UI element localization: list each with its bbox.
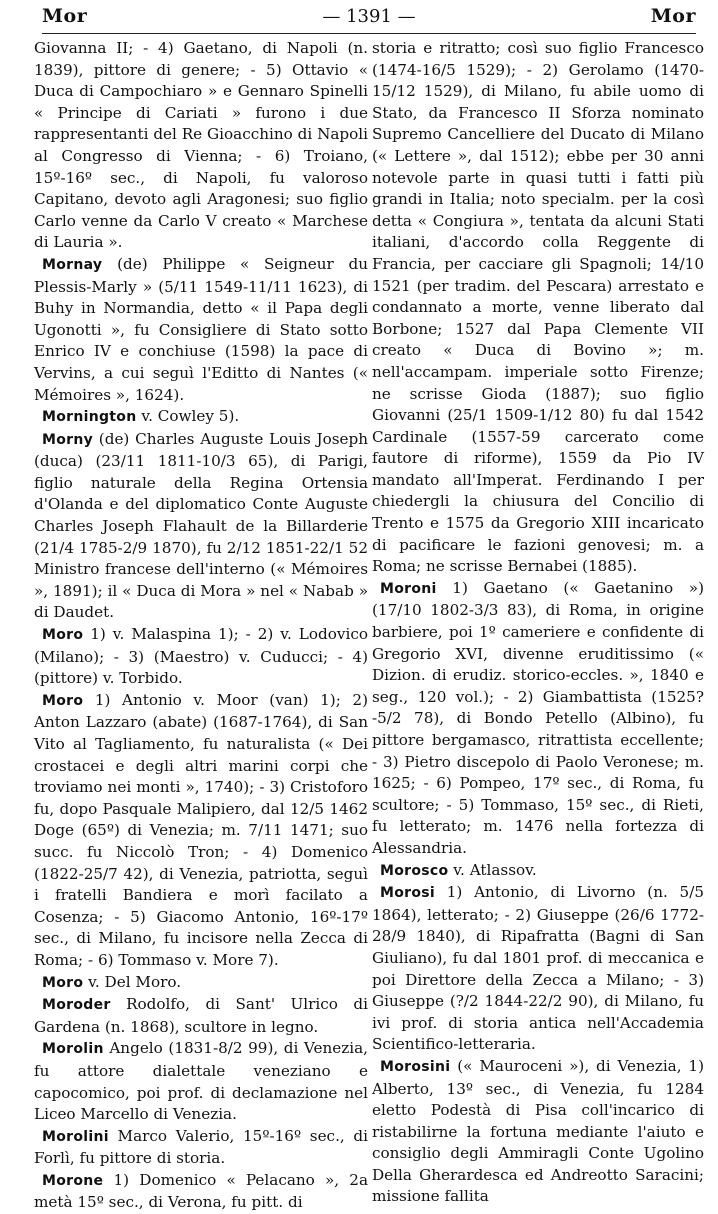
columns (14, 38, 704, 1214)
dictionary-entry (34, 406, 368, 429)
entry-text: 1) Domenico « Pelacano », 2a metà 15º sec., di Verona, fu pitt. di (34, 1170, 368, 1212)
entry-headword: Morone (42, 1172, 104, 1189)
dictionary-entry (372, 578, 704, 860)
dictionary-entry (34, 254, 368, 406)
dictionary-entry (372, 38, 704, 578)
entry-text: v. Atlassov. (453, 860, 537, 879)
entry-text: (de) Philippe « Seigneur du Plessis-Marly » (5/11 1549-11/11 1623), di Buhy in Normandia, detto « il Papa degli Ugonotti », fu Consigliere di Stato sotto Enrico IV e conchiuse (1598) la pace di Vervins, a cui seguì l'Editto di Nantes (« Mémoires », 1624). (34, 254, 368, 404)
page-number: — 1391 — (322, 6, 416, 27)
entry-text: 1) Gaetano (« Gaetanino ») (17/10 1802-3/3 83), di Roma, in origine barbiere, poi 1º cameriere e confidente di Gregorio XVI, divenne eruditissimo (« Dizion. di erudiz. storico-eccles. », 1840 e seg., 120 vol.); - 2) Giambattista (1525?-5/2 78), di Bondo Petello (Albino), fu pittore bergamasco, ritrattista eccellente; - 3) Pietro discepolo di Paolo Veronese; m. 1625; - 6) Pompeo, 17º sec., di Roma, fu scultore; - 5) Tommaso, 15º sec., di Rieti, fu letterato; m. 1476 nella fortezza di Alessandria. (372, 578, 704, 857)
entry-headword: Moro (42, 627, 84, 644)
entry-headword: Mornington (42, 409, 137, 426)
entry-text: Angelo (1831-8/2 99), di Venezia, fu attore dialettale veneziano e capocomico, poi prof. di declamazione nel Liceo Marcello di Venezia. (34, 1039, 369, 1124)
left-column (14, 38, 368, 1214)
dictionary-entry (34, 1170, 368, 1214)
entry-headword: Morosi (380, 885, 436, 902)
dictionary-entry (34, 994, 368, 1038)
dictionary-entry (34, 1038, 368, 1125)
dictionary-entry (34, 429, 368, 624)
dictionary-entry (372, 882, 704, 1056)
entry-text: storia e ritratto; così suo figlio Francesco (1474-16/5 1529); - 2) Gerolamo (1470-15/12 1529), di Milano, fu abile uomo di Stato, da Francesco II Sforza nominato Supremo Cancelliere del Ducato di Milano (« Lettere », dal 1512); ebbe per 30 anni notevole parte in quasi tutti i fatti più grandi in Italia; noto specialm. per la così detta « Congiura », tentata da alcuni Stati italiani, d'accordo colla Reggente di Francia, per cacciare gli Spagnoli; 14/10 1521 (per tradim. del Pescara) arrestato e condannato a morte, venne liberato dal Borbone; 1527 dal Papa Clemente VII creato « Duca di Bovino »; m. nell'accampam. imperiale sotto Firenze; ne scrisse Gioda (1887); suo figlio Giovanni (25/1 1509-1/12 80) fu dal 1542 Cardinale (1557-59 carcerato come fautore di riforme), 1559 da Pio IV mandato all'Imperat. Ferdinando I per chiedergli la chiusura del Concilio di Trento e 1575 da Gregorio XIII incaricato di pacificare le fazioni genovesi; m. a Roma; ne scrisse Bernabei (1885). (372, 39, 704, 576)
entry-headword: Morolini (42, 1128, 109, 1145)
dictionary-entry (34, 1126, 368, 1170)
entry-text: v. Del Moro. (88, 972, 182, 991)
entry-headword: Moro (42, 974, 84, 991)
header-left-word: Mor (42, 5, 88, 27)
entry-headword: Morolin (42, 1041, 104, 1058)
page-header (42, 5, 696, 34)
dictionary-entry (34, 690, 368, 972)
right-column (372, 38, 704, 1214)
entry-text: Marco Valerio, 15º-16º sec., di Forlì, fu pittore di storia. (34, 1126, 368, 1168)
entry-text: 1) Antonio v. Moor (van) 1); 2) Anton Lazzaro (abate) (1687-1764), di San Vito al Tagliamento, fu naturalista (« Dei crostacei e degli altri marini corpi che troviamo nei monti », 1740); - 3) Cristoforo fu, dopo Pasquale Malipiero, dal 12/5 1462 Doge (65º) di Venezia; m. 7/11 1471; suo succ. fu Niccolò Tron; - 4) Domenico (1822-25/7 42), di Venezia, patriotta, seguì i fratelli Bandiera e morì facilato a Cosenza; - 5) Giacomo Antonio, 16º-17º sec., di Milano, fu incisore nella Zecca di Roma; - 6) Tommaso v. More 7). (34, 690, 368, 969)
header-right-word: Mor (650, 5, 696, 27)
entry-headword: Morny (42, 431, 94, 448)
entry-headword: Moro (42, 692, 84, 709)
entry-headword: Morosini (380, 1058, 451, 1075)
entry-text: (de) Charles Auguste Louis Joseph (duca) (23/11 1811-10/3 65), di Parigi, figlio naturale della Regina Ortensia d'Olanda e del diplomatico Conte Auguste Charles Joseph Flahault de la Billarderie (21/4 1785-2/9 1870), fu 2/12 1851-22/1 52 Ministro francese dell'interno (« Mémoires », 1891); il « Duca di Mora » nel « Nabab » di Daudet. (34, 429, 369, 622)
dictionary-entry (34, 972, 368, 995)
entry-headword: Moroder (42, 997, 111, 1014)
entry-headword: Mornay (42, 256, 103, 273)
entry-text: Giovanna II; - 4) Gaetano, di Napoli (n. 1839), pittore di genere; - 5) Ottavio « Duca di Campochiaro » e Gennaro Spinelli « Principe di Cariati » furono i due rappresentanti del Re Gioacchino di Napoli al Congresso di Vienna; - 6) Troiano, 15º-16º sec., di Napoli, fu valoroso Capitano, devoto agli Aragonesi; suo figlio Carlo venne da Carlo V creato « Marchese di Lauria ». (34, 39, 368, 252)
entry-headword: Moroni (380, 580, 437, 597)
entry-text: 1) Antonio, di Livorno (n. 5/5 1864), letterato; - 2) Giuseppe (26/6 1772-28/9 1840), di Ripafratta (Bagni di San Giuliano), fu dal 1801 prof. di meccanica e poi Direttore della Zecca a Milano; - 3) Giuseppe (?/2 1844-22/2 90), di Milano, fu ivi prof. di storia antica nell'Accademia Scientifico-letteraria. (372, 883, 704, 1054)
dictionary-entry (34, 38, 368, 254)
entry-text: 1) v. Malaspina 1); - 2) v. Lodovico (Milano); - 3) (Maestro) v. Cuducci; - 4) (pittore) v. Torbido. (34, 625, 368, 688)
entry-text: v. Cowley 5). (141, 407, 240, 426)
dictionary-entry (34, 624, 368, 690)
dictionary-entry (372, 860, 704, 883)
entry-text: (« Mauroceni »), di Venezia, 1) Alberto, 13º sec., di Venezia, fu 1284 eletto Podestà di Pisa coll'incarico di ristabilirne la fortuna mediante l'aiuto e consiglio degli Ammiragli Conte Ugolino Della Gherardesca ed Andreotto Saracini; missione fallita (372, 1056, 705, 1206)
dictionary-entry (372, 1056, 704, 1208)
entry-text: Rodolfo, di Sant' Ulrico di Gardena (n. 1868), scultore in legno. (34, 995, 368, 1036)
entry-headword: Moroscо (380, 862, 449, 879)
